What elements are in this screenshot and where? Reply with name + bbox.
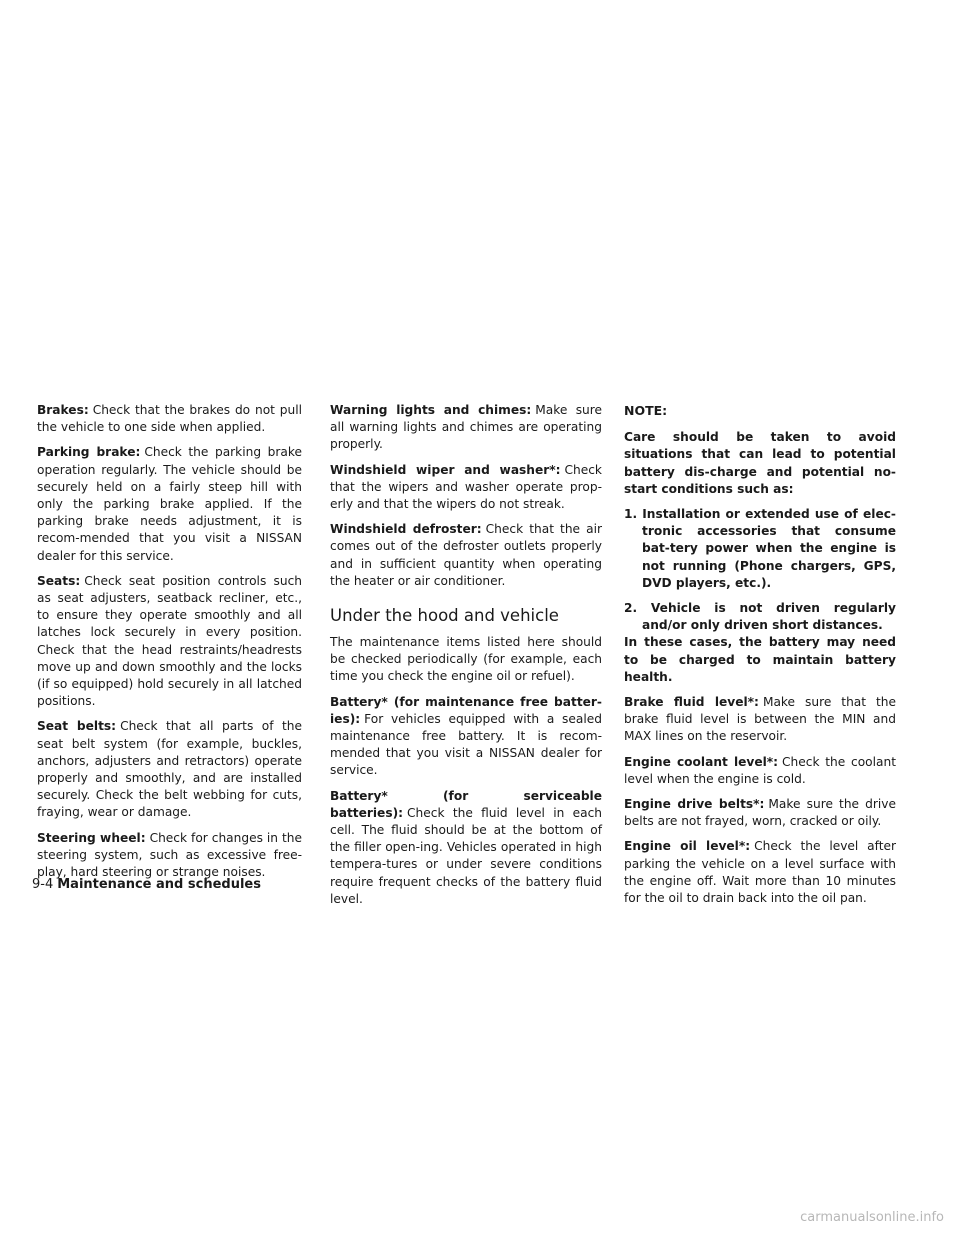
paragraph-engine-coolant: [624, 754, 896, 788]
note-item: 2. Vehicle is not driven regularly and/or only driven short distances.: [624, 601, 896, 633]
paragraph-seat-belts: [37, 718, 302, 821]
paragraph-text: Check that the air comes out of the defroster outlets properly and in sufficient quantity when operating the heater or air conditioner.: [330, 522, 602, 588]
note-title: NOTE:: [624, 403, 668, 418]
note-item: 1. Installation or extended use of elec-tronic accessories that consume bat-tery power when the engine is not running (Phone chargers, GPS, DVD players, etc.).: [624, 507, 896, 590]
paragraph-text: Make sure that the brake fluid level is between the MIN and MAX lines on the reservoir.: [624, 695, 897, 744]
paragraph-label: Warning lights and chimes:: [330, 403, 532, 417]
paragraph-label: Battery* (for serviceable batteries):: [330, 788, 602, 820]
paragraph-text: For vehicles equipped with a sealed maintenance free battery. It is recom-mended that you visit a NISSAN dealer for service.: [330, 711, 602, 778]
page-number: 9-4: [32, 877, 54, 892]
paragraph-label: Steering wheel:: [37, 830, 146, 845]
paragraph-text: Check that the wipers and washer operate prop-erly and that the wipers do not streak.: [330, 462, 602, 512]
paragraph-label: Engine drive belts*:: [624, 797, 765, 812]
paragraph-text: Make sure all warning lights and chimes are operating properly.: [330, 403, 603, 452]
section-heading: Under the hood and vehicle: [330, 606, 559, 626]
watermark-text: carmanualsonline.info: [800, 1210, 944, 1225]
paragraph-label: Battery* (for maintenance free batter-ies):: [330, 694, 602, 726]
paragraph-text: Check the parking brake operation regularly. The vehicle should be securely held on a fairly steep hill with only the parking brake applied. If the parking brake needs adjustment, it is recom-mended that you visit a NISSAN dealer for this service.: [37, 445, 302, 563]
paragraph-label: Seats:: [37, 573, 81, 588]
paragraph-text: Check for changes in the steering system, such as excessive free-play, hard steering or strange noises.: [37, 830, 302, 880]
paragraph-label: Windshield defroster:: [330, 522, 482, 537]
paragraph-text: Make sure the drive belts are not frayed, worn, cracked or oily.: [624, 797, 897, 829]
paragraph-engine-oil: [624, 838, 896, 907]
paragraph-brake-fluid: [624, 694, 896, 746]
paragraph-steering-wheel: [37, 830, 302, 882]
footer-section-title: Maintenance and schedules: [57, 877, 261, 892]
paragraph-seats: [37, 573, 302, 711]
paragraph-label: Brakes:: [37, 403, 89, 417]
paragraph-windshield-defroster: [330, 521, 602, 590]
paragraph-text: Check that all parts of the seat belt system (for example, buckles, anchors, adjusters and retractors) operate properly and smoothly, and are installed securely. Check the belt webbing for cuts, fraying, wear or damage.: [37, 719, 302, 820]
note-intro: Care should be taken to avoid situations that can lead to potential battery dis-charge and potential no-start conditions such as:: [624, 430, 896, 496]
paragraph-battery-serviceable: [330, 788, 602, 908]
note-outro: In these cases, the battery may need to be charged to maintain battery health.: [624, 635, 896, 684]
paragraph-drive-belts: [624, 796, 896, 830]
paragraph-label: Engine coolant level*:: [624, 754, 779, 769]
paragraph-parking-brake: [37, 444, 302, 564]
paragraph-text: Check the fluid level in each cell. The fluid should be at the bottom of the filler open-ing. Vehicles operated in high tempera-tures or under severe conditions require frequent checks of the battery fluid level.: [330, 805, 602, 906]
paragraph-windshield-wiper: [330, 462, 602, 514]
paragraph-label: Engine oil level*:: [624, 839, 751, 854]
column-left: [37, 402, 302, 889]
page-footer: [32, 876, 261, 894]
paragraph-label: Brake fluid level*:: [624, 695, 759, 710]
paragraph-text: Check seat position controls such as seat adjusters, seatback recliner, etc., to ensure they operate smoothly and all latches lock securely in every position. Check that the head restraints/headrests move up and down smoothly and the locks (if so equipped) hold securely in all latched positions.: [37, 573, 302, 709]
paragraph-label: Windshield wiper and washer*:: [330, 462, 561, 477]
section-intro: The maintenance items listed here should be checked periodically (for example, each time you check the engine oil or refuel).: [330, 635, 602, 684]
paragraph-warning-lights: [330, 402, 602, 454]
column-middle: [330, 402, 602, 916]
paragraph-text: Check that the brakes do not pull the vehicle to one side when applied.: [37, 403, 302, 435]
paragraph-brakes: [37, 402, 302, 436]
paragraph-text: Check the level after parking the vehicle on a level surface with the engine off. Wait more than 10 minutes for the oil to drain back into the oil pan.: [624, 839, 896, 906]
paragraph-label: Seat belts:: [37, 719, 117, 734]
paragraph-battery-maintenance-free: [330, 694, 602, 780]
column-right: [624, 402, 896, 915]
paragraph-label: Parking brake:: [37, 445, 141, 460]
paragraph-text: Check the coolant level when the engine is cold.: [624, 754, 896, 786]
